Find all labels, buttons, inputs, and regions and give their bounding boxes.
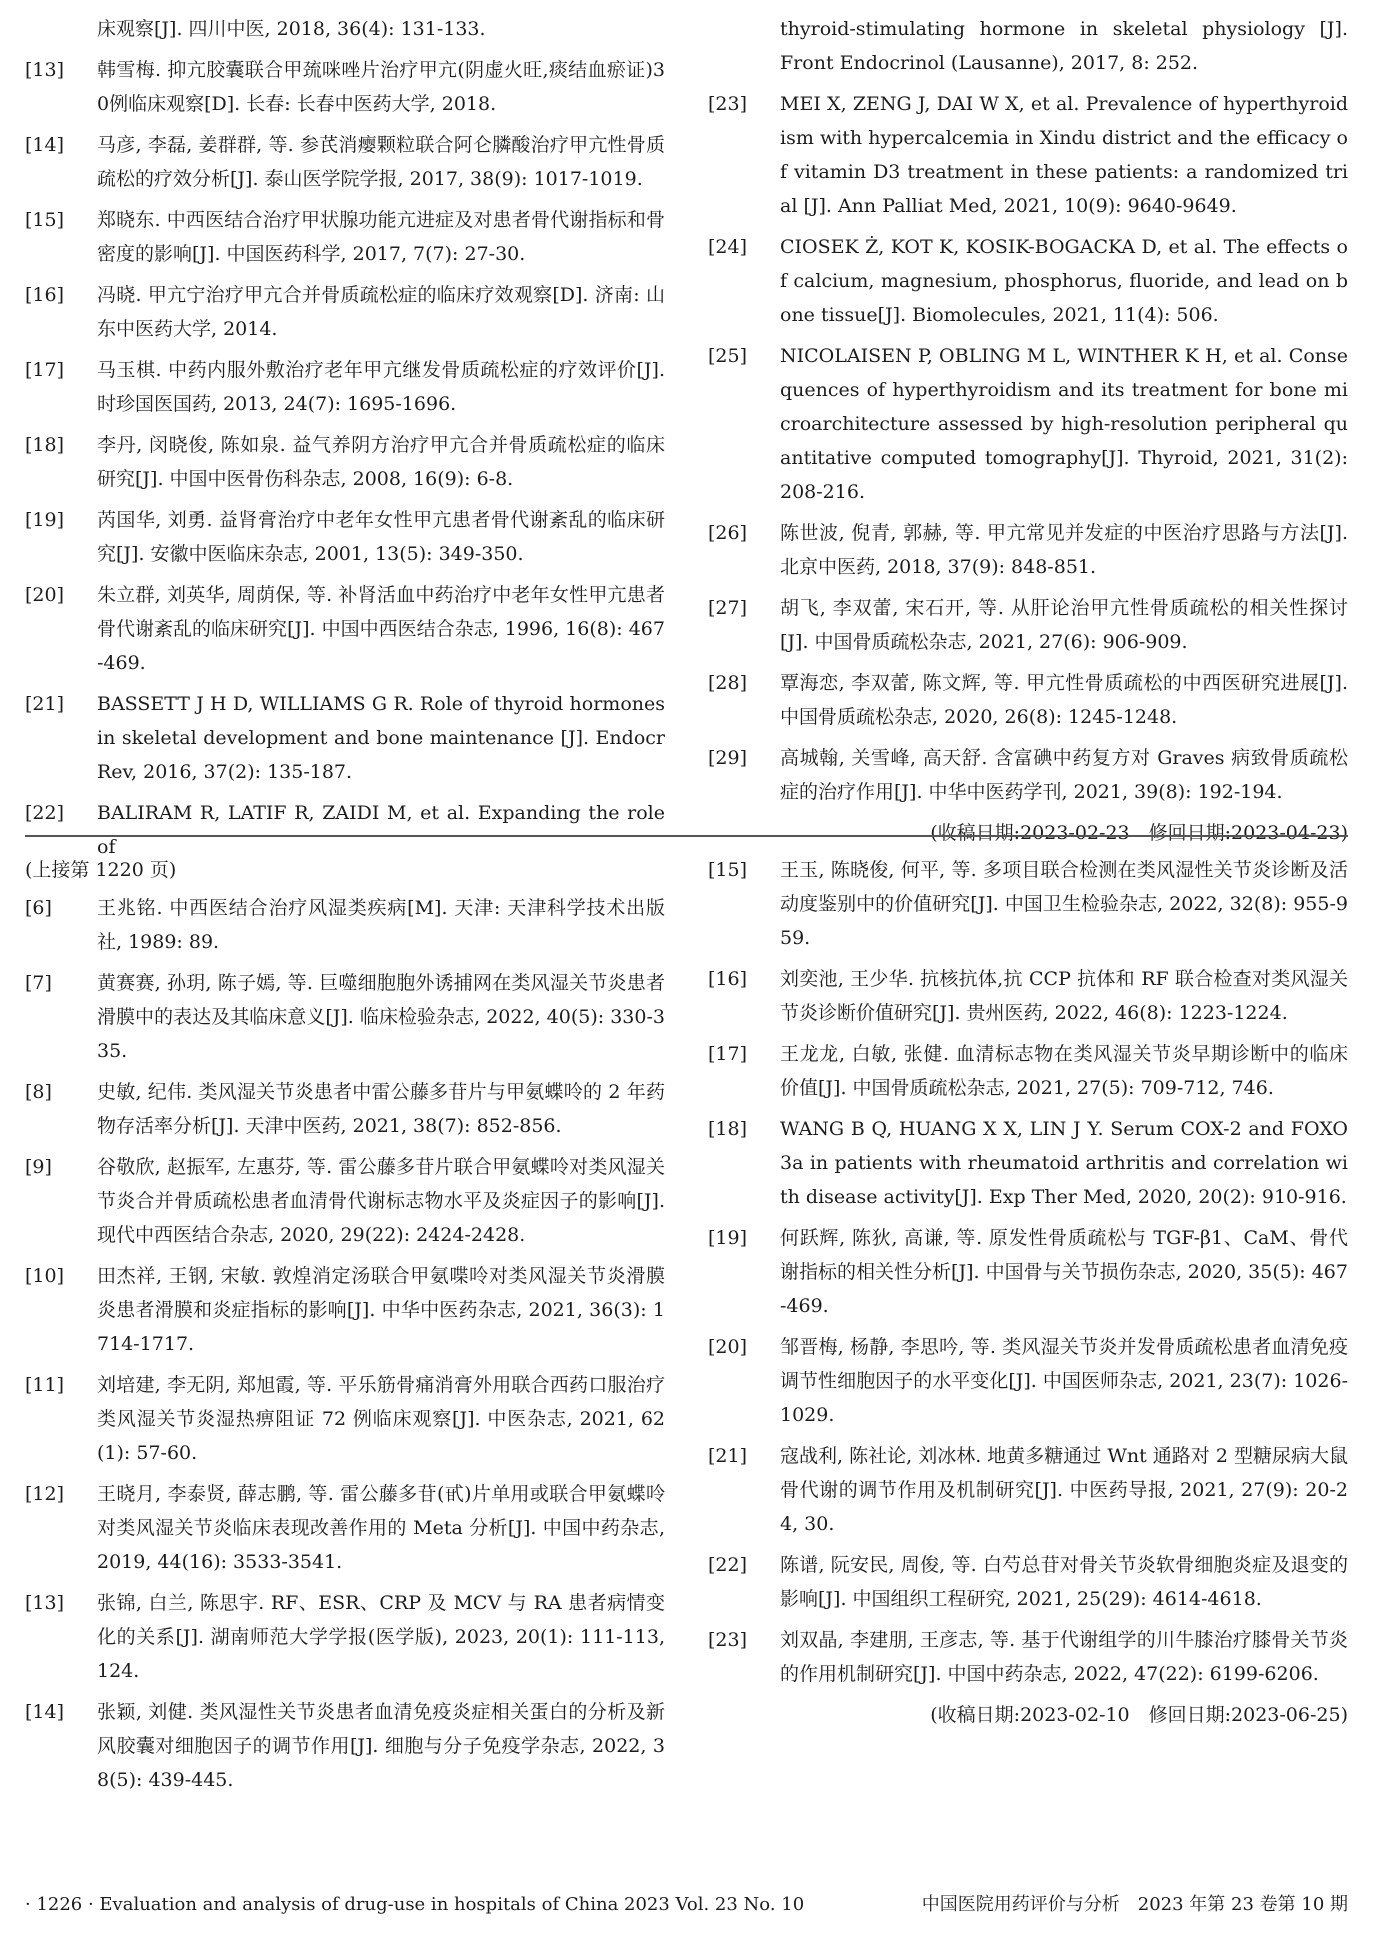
reference-item (25, 353, 665, 421)
reference-number: [14] (25, 134, 65, 156)
reference-number: [20] (25, 584, 65, 606)
reference-item (708, 230, 1348, 332)
reference-text: 刘双晶, 李建朋, 王彦志, 等. 基于代谢组学的川牛膝治疗膝骨关节炎的作用机制研究[J]. 中国中药杂志, 2022, 47(22): 6199-6206. (780, 1629, 1348, 1685)
reference-number: [20] (708, 1336, 748, 1358)
reference-item (25, 428, 665, 496)
reference-item (25, 503, 665, 571)
reference-number: [27] (708, 597, 748, 619)
reference-number: [19] (708, 1227, 748, 1249)
reference-item (708, 1221, 1348, 1323)
reference-text: 张锦, 白兰, 陈思宇. RF、ESR、CRP 及 MCV 与 RA 患者病情变化的关系[J]. 湖南师范大学学报(医学版), 2023, 20(1): 111-113, 124. (97, 1592, 665, 1682)
reference-number: [26] (708, 522, 748, 544)
reference-continuation: thyroid-stimulating hormone in skeletal physiology [J]. Front Endocrinol (Lausanne), 2017, 8: 252. (780, 18, 1348, 74)
reference-item (25, 578, 665, 680)
reference-item (25, 53, 665, 121)
reference-item (708, 1623, 1348, 1691)
reference-item (25, 966, 665, 1068)
reference-number: [28] (708, 672, 748, 694)
footer-journal-english: · 1226 · Evaluation and analysis of drug-use in hospitals of China 2023 Vol. 23 No. 10 (25, 1894, 805, 1915)
reference-text: 胡飞, 李双蕾, 宋石开, 等. 从肝论治甲亢性骨质疏松的相关性探讨[J]. 中国骨质疏松杂志, 2021, 27(6): 906-909. (780, 597, 1348, 653)
reference-text: NICOLAISEN P, OBLING M L, WINTHER K H, et al. Consequences of hyperthyroidism and its treatment for bone microarchitecture assessed by high-resolution peripheral quantitative computed tomography[J]. Thyroid, 2021, 31(2): 208-216. (780, 345, 1348, 503)
top-left-column (25, 12, 665, 871)
reference-number: [18] (25, 434, 65, 456)
reference-item (25, 687, 665, 789)
bottom-right-column (708, 853, 1348, 1732)
reference-item (708, 591, 1348, 659)
reference-item (25, 128, 665, 196)
reference-text: 高城翰, 关雪峰, 高天舒. 含富碘中药复方对 Graves 病致骨质疏松症的治疗作用[J]. 中华中医药学刊, 2021, 39(8): 192-194. (780, 747, 1348, 803)
reference-item (708, 1439, 1348, 1541)
received-revised-dates: (收稿日期:2023-02-10 修回日期:2023-06-25) (930, 1704, 1348, 1726)
reference-text: BALIRAM R, LATIF R, ZAIDI M, et al. Expanding the role of (97, 802, 665, 858)
reference-number: [9] (25, 1156, 52, 1178)
page-footer (25, 1888, 1348, 1922)
reference-text: 马彦, 李磊, 姜群群, 等. 参芪消瘿颗粒联合阿仑膦酸治疗甲亢性骨质疏松的疗效分析[J]. 泰山医学院学报, 2017, 38(9): 1017-1019. (97, 134, 665, 190)
reference-item (25, 1477, 665, 1579)
reference-text: CIOSEK Ż, KOT K, KOSIK-BOGACKA D, et al. The effects of calcium, magnesium, phosphorus, fluoride, and lead on bone tissue[J]. Biomolecules, 2021, 11(4): 506. (780, 236, 1348, 326)
reference-number: [18] (708, 1118, 748, 1140)
reference-item (708, 339, 1348, 509)
reference-number: [11] (25, 1374, 65, 1396)
reference-item (25, 1259, 665, 1361)
reference-number: [15] (25, 209, 65, 231)
reference-number: [15] (708, 859, 748, 881)
reference-number: [13] (25, 1592, 65, 1614)
reference-number: [23] (708, 93, 748, 115)
reference-item (25, 1586, 665, 1688)
reference-number: [10] (25, 1265, 65, 1287)
reference-text: 芮国华, 刘勇. 益肾膏治疗中老年女性甲亢患者骨代谢紊乱的临床研究[J]. 安徽中医临床杂志, 2001, 13(5): 349-350. (97, 509, 665, 565)
reference-item (708, 516, 1348, 584)
reference-item (708, 666, 1348, 734)
reference-continuation: 床观察[J]. 四川中医, 2018, 36(4): 131-133. (97, 18, 486, 40)
reference-number: [17] (25, 359, 65, 381)
reference-item (25, 1695, 665, 1797)
reference-text: 王玉, 陈晓俊, 何平, 等. 多项目联合检测在类风湿性关节炎诊断及活动度鉴别中的价值研究[J]. 中国卫生检验杂志, 2022, 32(8): 955-959. (780, 859, 1348, 949)
reference-text: 陈世波, 倪青, 郭赫, 等. 甲亢常见并发症的中医治疗思路与方法[J]. 北京中医药, 2018, 37(9): 848-851. (780, 522, 1348, 578)
reference-item (708, 741, 1348, 809)
reference-text: 史敏, 纪伟. 类风湿关节炎患者中雷公藤多苷片与甲氨蝶呤的 2 年药物存活率分析[J]. 天津中医药, 2021, 38(7): 852-856. (97, 1081, 665, 1137)
reference-text: 王晓月, 李泰贤, 薛志鹏, 等. 雷公藤多苷(甙)片单用或联合甲氨蝶呤对类风湿关节炎临床表现改善作用的 Meta 分析[J]. 中国中药杂志, 2019, 44(16): 3533-3541. (97, 1483, 665, 1573)
reference-item (708, 853, 1348, 955)
reference-number: [17] (708, 1043, 748, 1065)
top-right-column (708, 12, 1348, 850)
reference-text: 王龙龙, 白敏, 张健. 血清标志物在类风湿关节炎早期诊断中的临床价值[J]. 中国骨质疏松杂志, 2021, 27(5): 709-712, 746. (780, 1043, 1348, 1099)
reference-number: [16] (708, 968, 748, 990)
reference-text: 覃海恋, 李双蕾, 陈文辉, 等. 甲亢性骨质疏松的中西医研究进展[J]. 中国骨质疏松杂志, 2020, 26(8): 1245-1248. (780, 672, 1348, 728)
reference-number: [23] (708, 1629, 748, 1651)
article-divider (25, 835, 1348, 837)
reference-number: [21] (708, 1445, 748, 1467)
reference-text: 陈谱, 阮安民, 周俊, 等. 白芍总苷对骨关节炎软骨细胞炎症及退变的影响[J]. 中国组织工程研究, 2021, 25(29): 4614-4618. (780, 1554, 1348, 1610)
bottom-left-column (25, 853, 665, 1804)
reference-item (25, 1150, 665, 1252)
continued-from-note: (上接第 1220 页) (25, 859, 177, 881)
reference-item (25, 278, 665, 346)
reference-number: [19] (25, 509, 65, 531)
reference-number: [22] (708, 1554, 748, 1576)
reference-text: 田杰祥, 王钢, 宋敏. 敦煌消定汤联合甲氨喋呤对类风湿关节炎滑膜炎患者滑膜和炎症指标的影响[J]. 中华中医药杂志, 2021, 36(3): 1714-1717. (97, 1265, 665, 1355)
reference-number: [8] (25, 1081, 52, 1103)
reference-text: MEI X, ZENG J, DAI W X, et al. Prevalence of hyperthyroidism with hypercalcemia in Xindu district and the efficacy of vitamin D3 treatment in these patients: a randomized trial [J]. Ann Palliat Med, 2021, 10(9): 9640-9649. (780, 93, 1348, 217)
footer-journal-chinese: 中国医院用药评价与分析 2023 年第 23 卷第 10 期 (921, 1894, 1348, 1915)
reference-item (708, 962, 1348, 1030)
reference-text: 朱立群, 刘英华, 周荫保, 等. 补肾活血中药治疗中老年女性甲亢患者骨代谢紊乱的临床研究[J]. 中国中西医结合杂志, 1996, 16(8): 467-469. (97, 584, 665, 674)
reference-item (708, 1548, 1348, 1616)
reference-number: [14] (25, 1701, 65, 1723)
reference-number: [21] (25, 693, 65, 715)
reference-text: 郑晓东. 中西医结合治疗甲状腺功能亢进症及对患者骨代谢指标和骨密度的影响[J]. 中国医药科学, 2017, 7(7): 27-30. (97, 209, 665, 265)
reference-item (25, 891, 665, 959)
reference-text: 李丹, 闵晓俊, 陈如泉. 益气养阴方治疗甲亢合并骨质疏松症的临床研究[J]. 中国中医骨伤科杂志, 2008, 16(9): 6-8. (97, 434, 665, 490)
reference-item (708, 1330, 1348, 1432)
reference-number: [7] (25, 972, 52, 994)
reference-number: [25] (708, 345, 748, 367)
reference-number: [12] (25, 1483, 65, 1505)
reference-number: [29] (708, 747, 748, 769)
reference-item (25, 203, 665, 271)
reference-text: 谷敬欣, 赵振军, 左惠芬, 等. 雷公藤多苷片联合甲氨蝶呤对类风湿关节炎合并骨质疏松患者血清骨代谢标志物水平及炎症因子的影响[J]. 现代中西医结合杂志, 2020, 29(22): 2424-2428. (97, 1156, 665, 1246)
reference-number: [6] (25, 897, 52, 919)
reference-text: 韩雪梅. 抑亢胶囊联合甲巯咪唑片治疗甲亢(阴虚火旺,痰结血瘀证)30例临床观察[D]. 长春: 长春中医药大学, 2018. (97, 59, 665, 115)
reference-text: 何跃辉, 陈狄, 高谦, 等. 原发性骨质疏松与 TGF-β1、CaM、骨代谢指标的相关性分析[J]. 中国骨与关节损伤杂志, 2020, 35(5): 467-469. (780, 1227, 1348, 1317)
reference-text: BASSETT J H D, WILLIAMS G R. Role of thyroid hormones in skeletal development and bone maintenance [J]. Endocr Rev, 2016, 37(2): 135-187. (97, 693, 665, 783)
received-revised-dates: (收稿日期:2023-02-23 修回日期:2023-04-23) (930, 822, 1348, 844)
reference-item (25, 1368, 665, 1470)
reference-text: 张颖, 刘健. 类风湿性关节炎患者血清免疫炎症相关蛋白的分析及新风胶囊对细胞因子的调节作用[J]. 细胞与分子免疫学杂志, 2022, 38(5): 439-445. (97, 1701, 665, 1791)
reference-number: [13] (25, 59, 65, 81)
reference-item (708, 1112, 1348, 1214)
reference-number: [16] (25, 284, 65, 306)
reference-number: [24] (708, 236, 748, 258)
reference-text: WANG B Q, HUANG X X, LIN J Y. Serum COX-2 and FOXO3a in patients with rheumatoid arthritis and correlation with disease activity[J]. Exp Ther Med, 2020, 20(2): 910-916. (780, 1118, 1348, 1208)
reference-text: 王兆铭. 中西医结合治疗风湿类疾病[M]. 天津: 天津科学技术出版社, 1989: 89. (97, 897, 665, 953)
reference-text: 刘奕池, 王少华. 抗核抗体,抗 CCP 抗体和 RF 联合检查对类风湿关节炎诊断价值研究[J]. 贵州医药, 2022, 46(8): 1223-1224. (780, 968, 1348, 1024)
reference-text: 黄赛赛, 孙玥, 陈子嫣, 等. 巨噬细胞胞外诱捕网在类风湿关节炎患者滑膜中的表达及其临床意义[J]. 临床检验杂志, 2022, 40(5): 330-335. (97, 972, 665, 1062)
reference-text: 刘培建, 李无阴, 郑旭霞, 等. 平乐筋骨痛消膏外用联合西药口服治疗类风湿关节炎湿热痹阻证 72 例临床观察[J]. 中医杂志, 2021, 62(1): 57-60. (97, 1374, 665, 1464)
reference-text: 邹晋梅, 杨静, 李思吟, 等. 类风湿关节炎并发骨质疏松患者血清免疫调节性细胞因子的水平变化[J]. 中国医师杂志, 2021, 23(7): 1026-1029. (780, 1336, 1348, 1426)
reference-text: 马玉棋. 中药内服外敷治疗老年甲亢继发骨质疏松症的疗效评价[J]. 时珍国医国药, 2013, 24(7): 1695-1696. (97, 359, 665, 415)
reference-item (708, 87, 1348, 223)
reference-item (25, 1075, 665, 1143)
reference-text: 冯晓. 甲亢宁治疗甲亢合并骨质疏松症的临床疗效观察[D]. 济南: 山东中医药大学, 2014. (97, 284, 665, 340)
reference-number: [22] (25, 802, 65, 824)
reference-item (708, 1037, 1348, 1105)
reference-text: 寇战利, 陈社论, 刘冰林. 地黄多糖通过 Wnt 通路对 2 型糖尿病大鼠骨代谢的调节作用及机制研究[J]. 中医药导报, 2021, 27(9): 20-24, 30. (780, 1445, 1348, 1535)
